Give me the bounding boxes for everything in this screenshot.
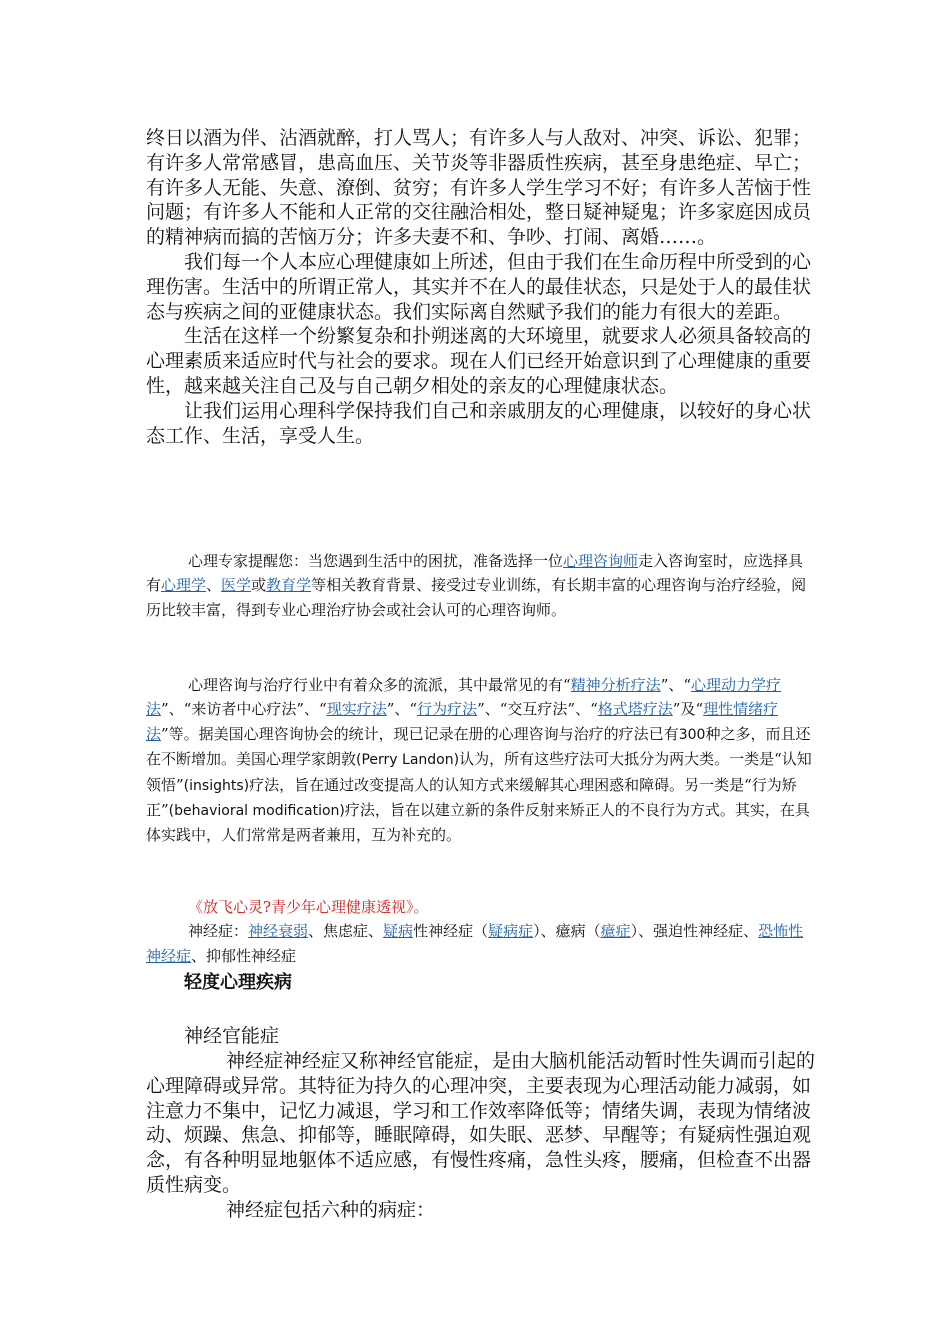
expert-text-3: 、 (206, 576, 222, 595)
paragraph-4: 让我们运用心理科学保持我们自己和亲戚朋友的心理健康，以较好的身心状态工作、生活，享受人生。 (146, 399, 812, 447)
paragraph-3: 生活在这样一个纷繁复杂和扑朔迷离的大环境里，就要求人必须具备较高的心理素质来适应时代与社会的要求。现在人们已经开始意识到了心理健康的重要性，越来越关注自己及与自己朝夕相处的亲友的心理健康状态。 (146, 325, 812, 397)
link-phobic-neurosis[interactable]: 恐怖性神经症 (146, 922, 804, 965)
schools-name-en: (Perry Landon) (356, 752, 460, 769)
book-title: 《放飞心灵?青少年心理健康透视》。 (188, 898, 429, 916)
link-education[interactable]: 教育学 (266, 576, 312, 595)
schools-text-8: 种之多，而且还在不断增加。美国心理学家朗敦 (146, 724, 811, 769)
therapy-schools (146, 673, 818, 848)
schools-text-3: ”、“来访者中心疗法”、“ (161, 700, 327, 719)
paragraph-1: 终日以酒为伴、沾酒就醉，打人骂人；有许多人与人敌对、冲突、诉讼、犯罪；有许多人常常感冒，患高血压、关节炎等非器质性疾病，甚至身患绝症、早亡；有许多人无能、失意、潦倒、贫穷；有许多人学生学习不好；有许多人苦恼于性问题；有许多人不能和人正常的交往融洽相处，整日疑神疑鬼；许多家庭因成员的精神病而搞的苦恼万分；许多夫妻不和、争吵、打闹、离婚……。 (146, 127, 812, 249)
schools-number: 300 (678, 726, 706, 743)
section-subheading: 神经官能症 (184, 1025, 280, 1047)
link-medicine[interactable]: 医学 (221, 576, 252, 595)
link-gestalt-therapy[interactable]: 格式塔疗法 (597, 700, 673, 719)
link-hypochondria[interactable]: 疑病 (383, 922, 414, 941)
schools-text-7: ”等。据美国心理咨询协会的统计，现已记录在册的心理咨询与治疗的疗法已有 (161, 724, 679, 743)
neuro-text-1: 神经症： (188, 922, 249, 941)
link-rational-emotive[interactable]: 理性情绪疗法 (146, 700, 779, 743)
link-counselor[interactable]: 心理咨询师 (563, 552, 639, 570)
link-psychoanalysis[interactable]: 精神分析疗法 (570, 676, 661, 694)
paragraph-2: 我们每一个人本应心理健康如上所述，但由于我们在生命历程中所受到的心理伤害。生活中的所谓正常人，其实并不在人的最佳状态，只是处于人的最佳状态与疾病之间的亚健康状态。我们实际离自然赋予我们的能力有很大的差距。 (146, 250, 812, 323)
neurosis-description (146, 1049, 818, 1223)
neuro-text-6: 、抑郁性神经症 (191, 946, 297, 965)
link-psychology[interactable]: 心理学 (161, 576, 207, 595)
expert-text-1: 心理专家提醒您：当您遇到生活中的困扰，准备选择一位 (188, 552, 564, 570)
schools-text-1: 心理咨询与治疗行业中有着众多的流派，其中最常见的有“ (188, 676, 571, 694)
link-neurasthenia[interactable]: 神经衰弱 (248, 922, 309, 941)
schools-text-10: 疗法，旨在通过改变提高人的认知方式来缓解其心理困惑和障碍。另一类是“行为矫正” (146, 775, 797, 820)
neuro-text-5: ）、强迫性神经症、 (630, 922, 759, 941)
schools-text-2: ”、“ (660, 676, 692, 694)
schools-text-9: 认为，所有这些疗法可大抵分为两大类。一类是“认知领悟” (146, 750, 812, 794)
link-reality-therapy[interactable]: 现实疗法 (326, 700, 387, 719)
expert-text-5: 等相关教育背景、接受过专业训练，有长期丰富的心理咨询与治疗经验，阅历比较丰富，得到专业心理治疗协会或社会认可的心理咨询师。 (146, 576, 807, 619)
schools-text-5: ”、“交互疗法”、“ (477, 700, 598, 719)
paragraph-5: 神经症神经症又称神经官能症，是由大脑机能活动暂时性失调而引起的心理障碍或异常。其特征为持久的心理冲突，主要表现为心理活动能力减弱，如注意力不集中，记忆力减退，学习和工作效率降低等；情绪失调，表现为情绪波动、烦躁、焦急、抑郁等，睡眠障碍，如失眠、恶梦、早醒等；有疑病性强迫观念，有各种明显地躯体不适应感，有慢性疼痛，急性头疼，腰痛，但检查不出器质性病变。 (146, 1050, 816, 1196)
neuro-text-3: 性神经症（ (413, 922, 489, 941)
paragraph-6: 神经症包括六种的病症： (226, 1198, 436, 1221)
expert-text-2: 走入咨询室时，应选择具有 (146, 552, 804, 595)
section-heading: 轻度心理疾病 (184, 972, 292, 993)
subheading-wrap (146, 1024, 818, 1049)
schools-insights: (insights) (183, 777, 250, 794)
expert-tip (146, 549, 818, 622)
heading-wrap (146, 970, 818, 996)
link-hypochondriasis[interactable]: 疑病症 (488, 922, 534, 941)
neurosis-list (146, 895, 818, 968)
neuro-text-2: 、焦虑症、 (308, 922, 384, 941)
schools-behavioral: (behavioral modification) (168, 803, 345, 820)
intro-section (146, 126, 818, 448)
link-hysteria[interactable]: 癔症 (600, 922, 631, 941)
link-behavior-therapy[interactable]: 行为疗法 (417, 700, 478, 719)
link-psychodynamic[interactable]: 心理动力学疗法 (146, 676, 782, 719)
schools-text-11: 疗法，旨在以建立新的条件反射来矫正人的不良行为方式。其实，在具体实践中，人们常常是两者兼用，互为补充的。 (146, 801, 810, 845)
neuro-text-4: ）、癔病（ (533, 922, 601, 941)
expert-text-4: 或 (251, 576, 267, 595)
schools-text-6: ”及“ (672, 700, 704, 719)
schools-text-4: ”、“ (386, 700, 418, 719)
